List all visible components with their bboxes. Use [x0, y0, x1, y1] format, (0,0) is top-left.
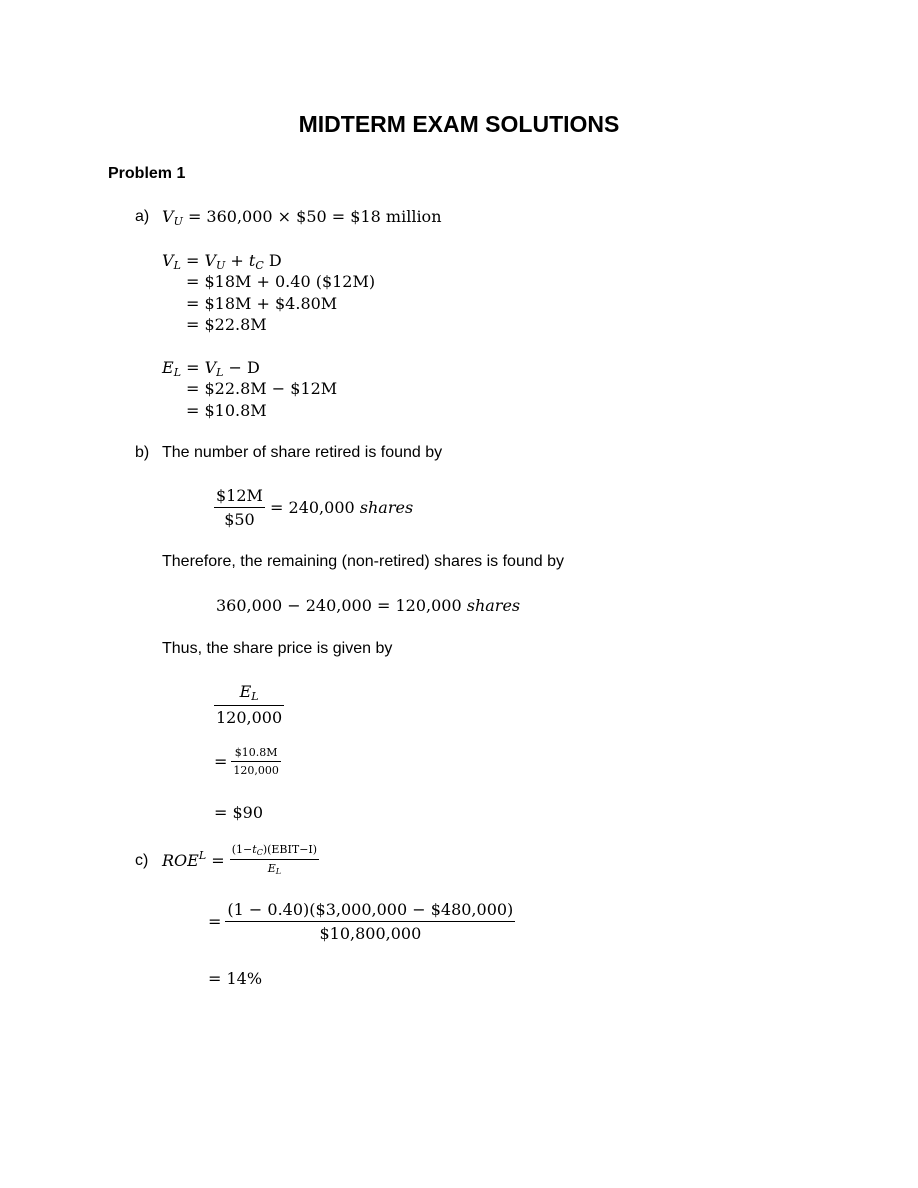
- shares-retired-fraction: [214, 486, 265, 529]
- el-step-1: = $22.8M − $12M: [186, 379, 338, 398]
- vl-step-1: = $18M + 0.40 ($12M): [186, 272, 376, 291]
- part-a-label: a): [135, 208, 150, 225]
- roe-numerator: $(1-t_C)(EBIT-I)$: [230, 843, 319, 860]
- vl-definition: $V_L = V_U + t_C$ D: [162, 251, 282, 272]
- roe-step-1: = $\frac{(1 - 0.40)(\$3,000,000 - \$480,000)}{\$10,800,000}$: [208, 900, 514, 943]
- vl-step-2: = $18M + $4.80M: [186, 294, 338, 313]
- roe-step-numerator: (1 − 0.40)($3,000,000 − $480,000): [225, 900, 515, 922]
- fraction-denominator: $50: [224, 510, 255, 529]
- vl-step-3: = $22.8M: [186, 315, 267, 334]
- share-price-fraction-2: = $\frac{\$10.8M}{120,000}$: [214, 746, 279, 777]
- share-price-fraction-1: [214, 682, 284, 727]
- share-price-text: Thus, the share price is given by: [162, 640, 393, 657]
- roe-definition: $ROE^L$ = $\frac{(1-t_C)(EBIT-I)}{E_L}$: [162, 843, 318, 876]
- share-price-result: = $90: [214, 803, 264, 822]
- price-denominator: 120,000: [216, 708, 283, 727]
- roe-denominator: $E_L$: [267, 862, 282, 876]
- part-b-intro: The number of share retired is found by: [162, 444, 443, 461]
- el-def-text: = $V_L - D$: [186, 358, 260, 379]
- shares-retired-equation: [214, 486, 413, 529]
- problem-heading: Problem 1: [108, 165, 186, 182]
- part-c-label: c): [135, 852, 149, 869]
- vl-def-text: = $V_U + t_C$ D: [185, 251, 282, 272]
- price-numerator-2: $10.8M: [231, 746, 281, 762]
- part-b-label: b): [135, 444, 150, 461]
- el-definition: $E_L = V_L - D$: [162, 358, 260, 379]
- roe-step-denominator: $10,800,000: [319, 924, 422, 943]
- el-step-2: = $10.8M: [186, 401, 267, 420]
- part-a-vu-equation: $V_U = 360,000$ × $50 = $18 million: [162, 207, 442, 228]
- page-title: MIDTERM EXAM SOLUTIONS: [298, 111, 620, 137]
- fraction-numerator: $12M: [214, 486, 265, 508]
- price-numerator: $E_L$: [214, 682, 284, 706]
- price-denominator-2: 120,000: [233, 764, 279, 777]
- remaining-shares-text: Therefore, the remaining (non-retired) shares is found by: [162, 553, 564, 570]
- remaining-shares-equation: 360,000 − 240,000 = 120,000 shares: [216, 596, 521, 615]
- vu-value: = 360,000 × $50 = $18 million: [187, 207, 442, 226]
- shares-retired-result: = 240,000 shares: [270, 498, 414, 517]
- roe-result: = 14%: [208, 969, 263, 988]
